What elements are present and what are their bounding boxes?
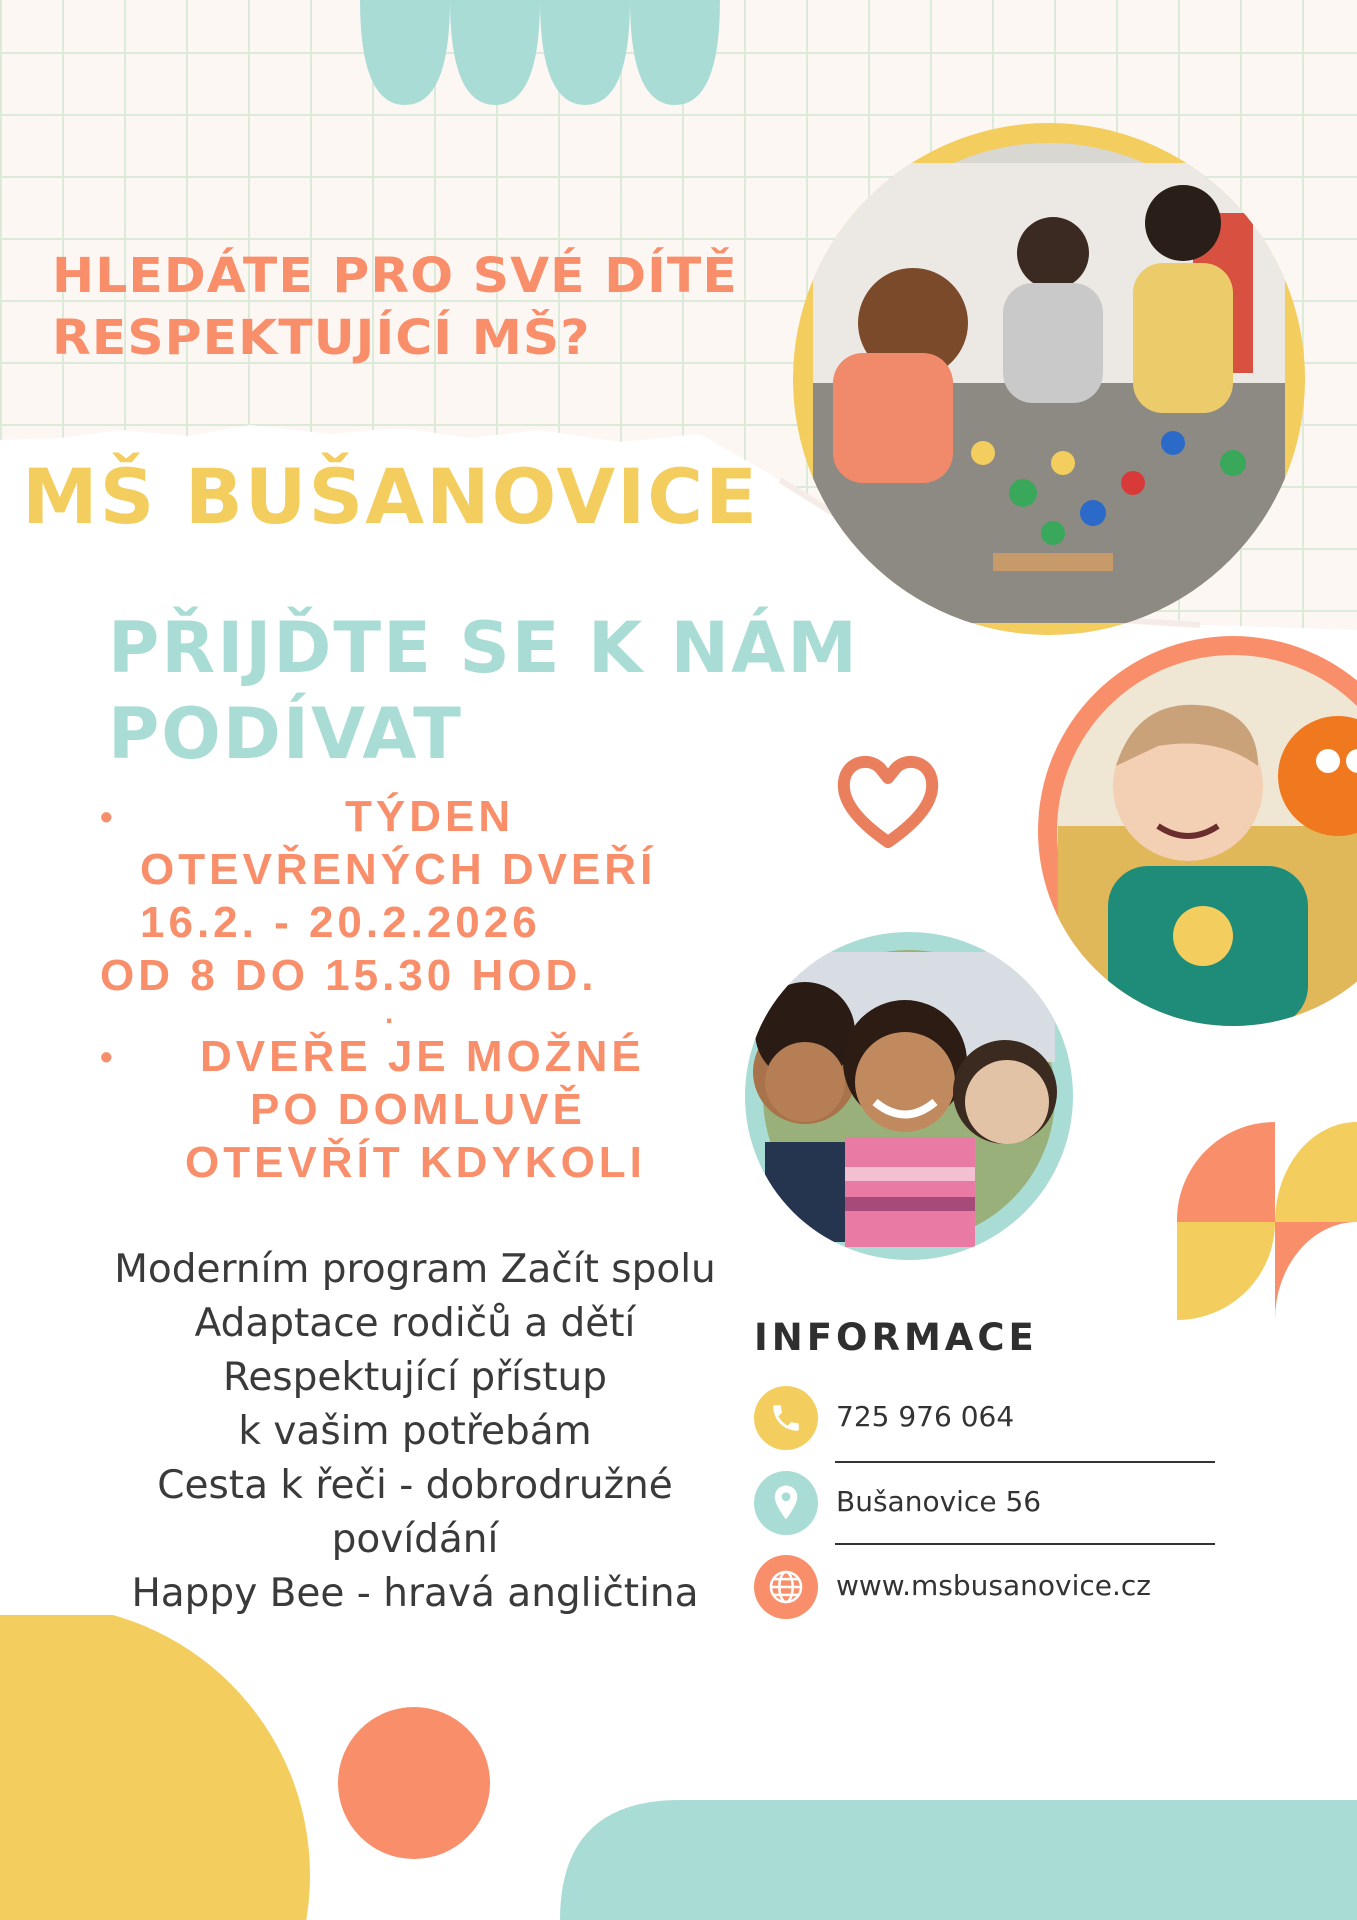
headline-question — [52, 245, 738, 369]
headline-question-line2: RESPEKTUJÍCÍ MŠ? — [52, 310, 591, 366]
bullet1-line1: TÝDEN — [345, 792, 515, 841]
program-item: povídání — [331, 1517, 499, 1562]
photo-children-playing — [793, 123, 1305, 635]
divider — [835, 1461, 1215, 1463]
school-name: MŠ BUŠANOVICE — [22, 452, 759, 541]
bullet2-line2: PO DOMLUVĚ — [250, 1085, 586, 1134]
invite-line2: PODÍVAT — [108, 693, 463, 775]
top-arches-decoration — [360, 0, 720, 110]
website-link[interactable]: www.msbusanovice.cz — [836, 1569, 1151, 1602]
program-item: Happy Bee - hravá angličtina — [131, 1571, 699, 1616]
phone-number[interactable]: 725 976 064 — [836, 1400, 1015, 1433]
invite-heading — [108, 605, 859, 777]
program-item: Respektující přístup — [222, 1355, 608, 1400]
globe-icon — [754, 1555, 818, 1619]
program-item: Adaptace rodičů a dětí — [194, 1301, 636, 1346]
photo-smiling-boy — [1038, 636, 1357, 1026]
bullet1-line5: . — [385, 997, 398, 1030]
bullet1-line4: OD 8 DO 15.30 HOD. — [100, 951, 598, 1000]
invite-line1: PŘIJĎTE SE K NÁM — [108, 607, 859, 689]
website-row[interactable] — [754, 1555, 1214, 1621]
bullet2-line1: DVEŘE JE MOŽNÉ — [200, 1032, 645, 1081]
open-days-bullet — [95, 790, 755, 1030]
open-days-list — [95, 790, 755, 1189]
location-pin-icon — [754, 1471, 818, 1535]
address-row — [754, 1471, 1214, 1537]
program-item: Moderním program Začít spolu — [114, 1247, 716, 1292]
bullet1-line3: 16.2. - 20.2.2026 — [140, 898, 541, 947]
program-item: k vašim potřebám — [238, 1409, 592, 1454]
bullet-dot: • — [100, 1036, 117, 1077]
anytime-bullet — [95, 1030, 755, 1189]
bullet2-line3: OTEVŘÍT KDYKOLI — [185, 1138, 646, 1187]
address-text: Bušanovice 56 — [836, 1485, 1042, 1518]
bottom-shapes-decoration — [0, 1615, 1357, 1920]
phone-icon — [754, 1386, 818, 1450]
program-item: Cesta k řeči - dobrodružné — [157, 1463, 673, 1508]
geometric-shape-decoration — [1177, 1122, 1357, 1320]
program-list — [90, 1243, 740, 1621]
bullet-dot: • — [100, 796, 117, 837]
photo-three-girls — [745, 932, 1073, 1260]
info-title: INFORMACE — [754, 1316, 1038, 1359]
headline-question-line1: HLEDÁTE PRO SVÉ DÍTĚ — [52, 248, 738, 304]
divider — [835, 1543, 1215, 1545]
bullet1-line2: OTEVŘENÝCH DVEŘÍ — [140, 845, 657, 894]
phone-row[interactable] — [754, 1386, 1214, 1452]
